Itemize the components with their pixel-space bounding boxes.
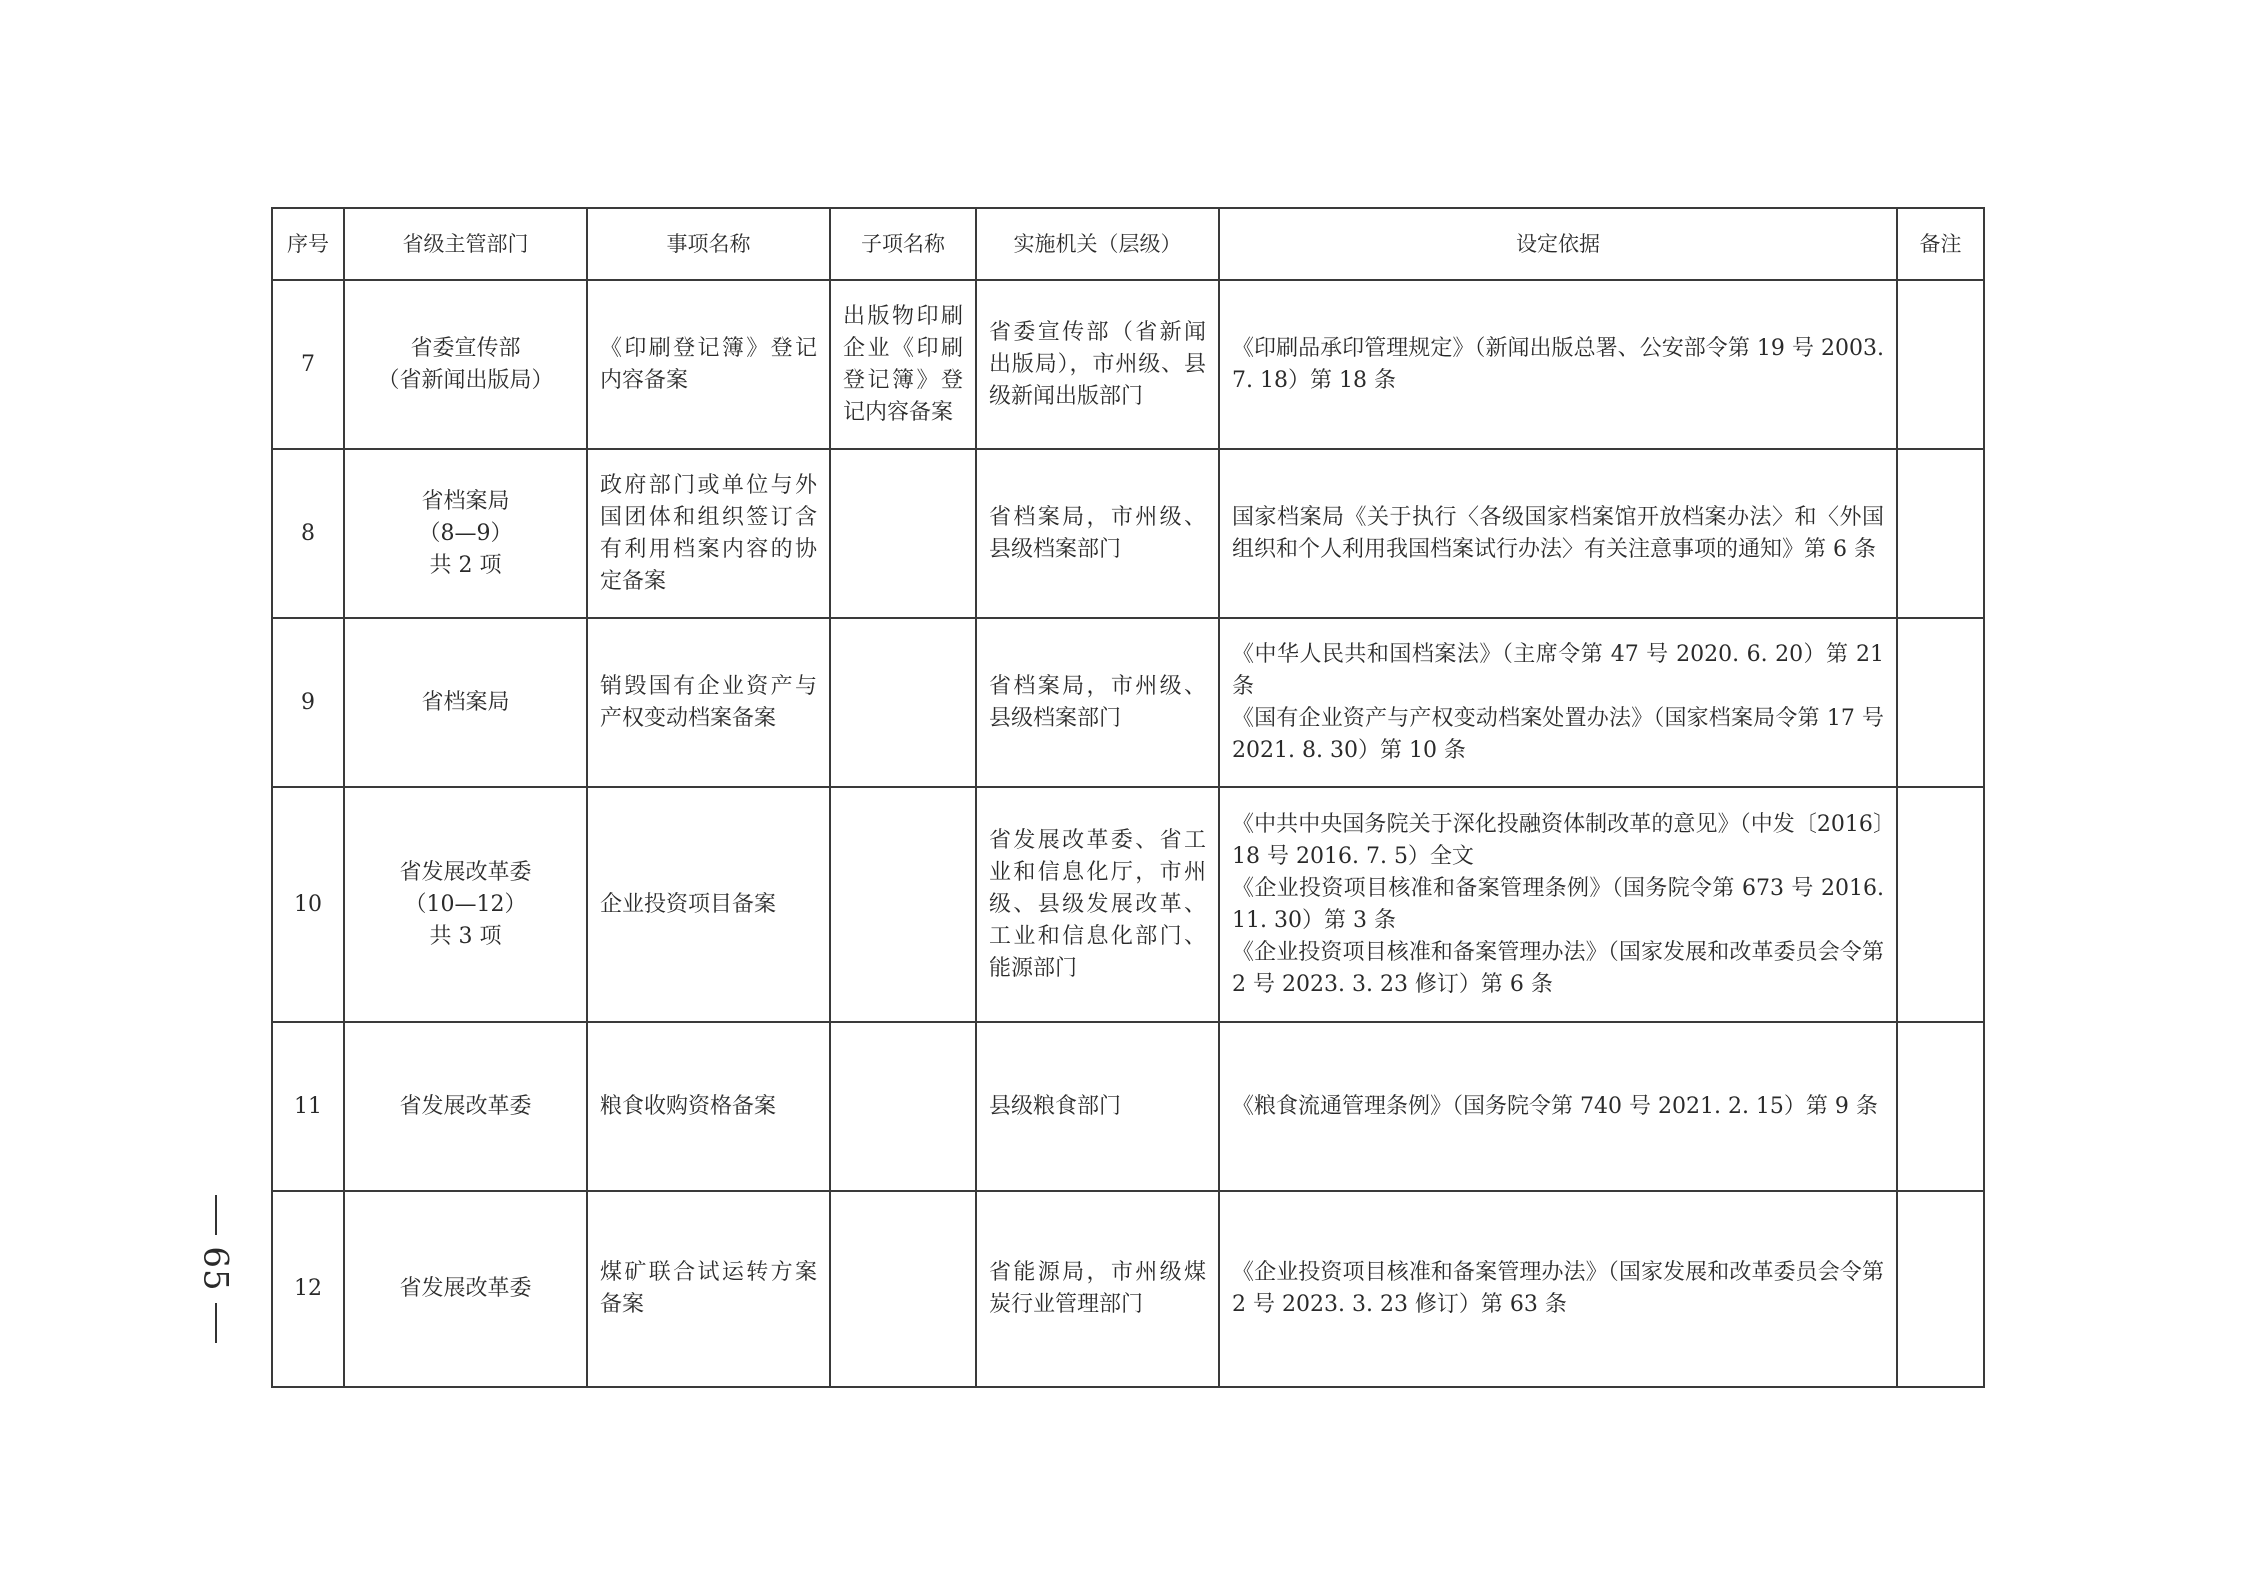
cell-subitem-name	[830, 449, 976, 618]
cell-serial: 7	[272, 280, 344, 449]
table-row	[272, 280, 1984, 449]
cell-remarks	[1897, 787, 1984, 1022]
header-department: 省级主管部门	[344, 208, 587, 280]
cell-agency: 省档案局，市州级、县级档案部门	[976, 618, 1219, 787]
table-row	[272, 1022, 1984, 1191]
table-row	[272, 449, 1984, 618]
cell-legal-basis: 《印刷品承印管理规定》（新闻出版总署、公安部令第 19 号 2003. 7. 18）第 18 条	[1219, 280, 1897, 449]
cell-serial: 12	[272, 1191, 344, 1387]
cell-item-name: 企业投资项目备案	[587, 787, 830, 1022]
cell-serial: 8	[272, 449, 344, 618]
cell-department: 省发展改革委	[344, 1022, 587, 1191]
table-row	[272, 787, 1984, 1022]
cell-subitem-name: 出版物印刷企业《印刷登记簿》登记内容备案	[830, 280, 976, 449]
cell-legal-basis: 《中华人民共和国档案法》（主席令第 47 号 2020. 6. 20）第 21 条 《国有企业资产与产权变动档案处置办法》（国家档案局令第 17 号 2021. 8. 30）第 10 条	[1219, 618, 1897, 787]
page-number-dash-bottom	[215, 1303, 217, 1343]
header-subitem-name: 子项名称	[830, 208, 976, 280]
cell-item-name: 销毁国有企业资产与产权变动档案备案	[587, 618, 830, 787]
header-legal-basis: 设定依据	[1219, 208, 1897, 280]
header-serial: 序号	[272, 208, 344, 280]
cell-item-name: 政府部门或单位与外国团体和组织签订含有利用档案内容的协定备案	[587, 449, 830, 618]
cell-remarks	[1897, 449, 1984, 618]
cell-legal-basis: 国家档案局《关于执行〈各级国家档案馆开放档案办法〉和〈外国组织和个人利用我国档案试行办法〉有关注意事项的通知》第 6 条	[1219, 449, 1897, 618]
cell-item-name: 《印刷登记簿》登记内容备案	[587, 280, 830, 449]
cell-legal-basis: 《中共中央国务院关于深化投融资体制改革的意见》（中发〔2016〕18 号 2016. 7. 5）全文 《企业投资项目核准和备案管理条例》（国务院令第 673 号 2016. 11. 30）第 3 条 《企业投资项目核准和备案管理办法》（国家发展和改革委员会令第 2 号 2023. 3. 23 修订）第 6 条	[1219, 787, 1897, 1022]
cell-department: 省委宣传部 （省新闻出版局）	[344, 280, 587, 449]
page-number-dash-top	[215, 1195, 217, 1235]
cell-department: 省档案局 （8—9） 共 2 项	[344, 449, 587, 618]
table-row	[272, 1191, 1984, 1387]
cell-remarks	[1897, 618, 1984, 787]
cell-agency: 省发展改革委、省工业和信息化厅，市州级、县级发展改革、工业和信息化部门、能源部门	[976, 787, 1219, 1022]
cell-remarks	[1897, 1191, 1984, 1387]
cell-item-name: 煤矿联合试运转方案备案	[587, 1191, 830, 1387]
table-header-row	[272, 208, 1984, 280]
cell-agency: 省能源局，市州级煤炭行业管理部门	[976, 1191, 1219, 1387]
header-item-name: 事项名称	[587, 208, 830, 280]
cell-remarks	[1897, 1022, 1984, 1191]
cell-agency: 县级粮食部门	[976, 1022, 1219, 1191]
page-number	[196, 1195, 236, 1355]
header-agency: 实施机关（层级）	[976, 208, 1219, 280]
page-number-text: 65	[196, 1246, 237, 1292]
cell-serial: 10	[272, 787, 344, 1022]
cell-department: 省档案局	[344, 618, 587, 787]
cell-serial: 11	[272, 1022, 344, 1191]
filing-items-table	[271, 207, 1985, 1388]
cell-department: 省发展改革委 （10—12） 共 3 项	[344, 787, 587, 1022]
cell-agency: 省委宣传部（省新闻出版局），市州级、县级新闻出版部门	[976, 280, 1219, 449]
cell-item-name: 粮食收购资格备案	[587, 1022, 830, 1191]
cell-legal-basis: 《企业投资项目核准和备案管理办法》（国家发展和改革委员会令第 2 号 2023. 3. 23 修订）第 63 条	[1219, 1191, 1897, 1387]
cell-subitem-name	[830, 787, 976, 1022]
table-row	[272, 618, 1984, 787]
cell-remarks	[1897, 280, 1984, 449]
cell-subitem-name	[830, 618, 976, 787]
cell-agency: 省档案局，市州级、县级档案部门	[976, 449, 1219, 618]
cell-department: 省发展改革委	[344, 1191, 587, 1387]
cell-subitem-name	[830, 1022, 976, 1191]
header-remarks: 备注	[1897, 208, 1984, 280]
cell-legal-basis: 《粮食流通管理条例》（国务院令第 740 号 2021. 2. 15）第 9 条	[1219, 1022, 1897, 1191]
cell-serial: 9	[272, 618, 344, 787]
cell-subitem-name	[830, 1191, 976, 1387]
